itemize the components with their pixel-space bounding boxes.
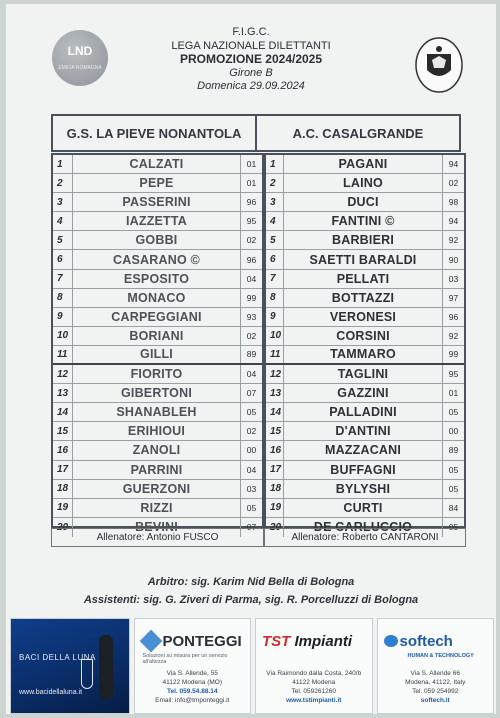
player-number: 7 bbox=[53, 270, 73, 288]
player-name: CASARANO © bbox=[113, 252, 200, 267]
player-number: 18 bbox=[266, 480, 284, 498]
player-name: D'ANTINI bbox=[335, 424, 391, 439]
player-number: 15 bbox=[266, 422, 284, 440]
player-year: 04 bbox=[240, 461, 262, 479]
player-name: PASSERINI bbox=[122, 195, 191, 210]
lnd-logo-text: LND bbox=[67, 44, 93, 58]
player-year: 01 bbox=[442, 384, 464, 402]
player-number: 17 bbox=[53, 461, 73, 479]
player-year: 05 bbox=[442, 518, 464, 537]
group-name: Girone B bbox=[229, 66, 273, 79]
sponsor-2-contact bbox=[135, 669, 251, 705]
sponsor-1-name: BACI DELLA LUNA bbox=[19, 653, 96, 662]
player-name: CARPEGGIANI bbox=[111, 309, 202, 324]
player-year: 07 bbox=[240, 384, 262, 402]
player-number: 5 bbox=[266, 231, 284, 249]
player-name: RIZZI bbox=[140, 500, 173, 515]
home-player-row bbox=[53, 441, 262, 460]
away-player-row bbox=[266, 174, 464, 193]
player-number: 8 bbox=[53, 289, 73, 307]
player-number: 20 bbox=[266, 518, 284, 537]
player-number: 12 bbox=[53, 365, 73, 383]
player-number: 2 bbox=[53, 174, 73, 192]
sponsor-ponteggi bbox=[134, 618, 252, 714]
player-year: 01 bbox=[240, 174, 262, 192]
bottle-icon bbox=[99, 635, 113, 699]
assistants: Assistenti: sig. G. Ziveri di Parma, sig. R. Porcelluzzi di Bologna bbox=[83, 594, 419, 606]
player-name: GOBBI bbox=[135, 233, 178, 248]
sponsor-3-url: www.tstimpianti.it bbox=[286, 697, 342, 704]
home-roster bbox=[51, 153, 264, 535]
away-player-row bbox=[266, 155, 464, 174]
player-name: CALZATI bbox=[129, 157, 184, 172]
player-year: 04 bbox=[240, 365, 262, 383]
player-name: BUFFAGNI bbox=[330, 462, 396, 477]
player-number: 19 bbox=[53, 499, 73, 517]
sponsor-2-tel: Tel. 059.54.88.14 bbox=[167, 688, 218, 695]
player-number: 7 bbox=[266, 270, 284, 288]
ponteggi-logo-icon bbox=[139, 630, 162, 653]
player-name: MONACO bbox=[127, 290, 186, 305]
sponsor-4-city: Modena, 41122, Italy bbox=[405, 679, 466, 686]
away-player-row bbox=[266, 422, 464, 441]
player-year: 99 bbox=[442, 346, 464, 363]
player-year: 03 bbox=[442, 270, 464, 288]
sponsor-3-name: TST Impianti bbox=[262, 633, 353, 650]
player-year: 05 bbox=[442, 461, 464, 479]
player-name: BOTTAZZI bbox=[331, 290, 395, 305]
away-roster bbox=[264, 153, 466, 535]
player-name: GUERZONI bbox=[122, 481, 191, 496]
sponsor-4-contact bbox=[378, 669, 494, 705]
sponsor-3-tel: Tel. 059261260 bbox=[291, 688, 336, 695]
player-name: PEPE bbox=[139, 176, 174, 191]
player-name: CORSINI bbox=[336, 328, 390, 343]
player-name: BEVINI bbox=[135, 520, 178, 535]
sponsor-3-address: Via Raimondo dalla Costa, 240/b bbox=[266, 670, 362, 677]
player-year: 95 bbox=[442, 365, 464, 383]
player-number: 20 bbox=[53, 518, 73, 537]
home-player-row bbox=[53, 270, 262, 289]
league-name: LEGA NAZIONALE DILETTANTI bbox=[171, 39, 331, 52]
player-name: SAETTI BARALDI bbox=[309, 252, 417, 267]
home-player-row bbox=[53, 499, 262, 518]
player-number: 12 bbox=[266, 365, 284, 383]
match-date: Domenica 29.09.2024 bbox=[197, 80, 305, 93]
player-year: 92 bbox=[442, 327, 464, 345]
player-year: 05 bbox=[442, 403, 464, 421]
competition-name: PROMOZIONE 2024/2025 bbox=[179, 52, 323, 67]
home-coach: Allenatore: Antonio FUSCO bbox=[51, 528, 264, 547]
player-year: 05 bbox=[442, 480, 464, 498]
player-year: 94 bbox=[442, 212, 464, 230]
team-names bbox=[51, 114, 461, 152]
player-name: CURTI bbox=[343, 500, 383, 515]
home-team-name: G.S. LA PIEVE NONANTOLA bbox=[53, 116, 257, 150]
away-player-row bbox=[266, 499, 464, 518]
player-name: LAINO bbox=[343, 176, 383, 191]
match-sheet bbox=[6, 4, 496, 714]
player-year: 04 bbox=[240, 270, 262, 288]
player-year: 93 bbox=[240, 308, 262, 326]
player-year: 02 bbox=[240, 231, 262, 249]
player-number: 4 bbox=[266, 212, 284, 230]
referee: Arbitro: sig. Karim Nid Bella di Bologna bbox=[147, 576, 355, 588]
org-name: F.I.G.C. bbox=[232, 26, 270, 38]
away-player-row bbox=[266, 231, 464, 250]
home-player-row bbox=[53, 346, 262, 365]
sponsor-4-name: softech bbox=[399, 633, 453, 650]
player-number: 10 bbox=[53, 327, 73, 345]
player-number: 16 bbox=[266, 441, 284, 459]
player-name: DUCI bbox=[347, 195, 379, 210]
away-player-row bbox=[266, 461, 464, 480]
sponsor-tst bbox=[255, 618, 373, 714]
player-name: IAZZETTA bbox=[125, 214, 188, 229]
home-player-row bbox=[53, 327, 262, 346]
away-player-row bbox=[266, 384, 464, 403]
sponsor-3-city: 41122 Modena bbox=[292, 679, 336, 686]
player-name: GIBERTONI bbox=[120, 386, 193, 401]
player-name: PAGANI bbox=[338, 157, 388, 172]
player-year: 99 bbox=[240, 289, 262, 307]
player-number: 1 bbox=[266, 155, 284, 173]
away-team-name: A.C. CASALGRANDE bbox=[292, 125, 424, 141]
player-name: FIORITO bbox=[130, 367, 183, 382]
player-number: 18 bbox=[53, 480, 73, 498]
player-year: 84 bbox=[442, 499, 464, 517]
player-number: 9 bbox=[53, 308, 73, 326]
player-year: 96 bbox=[240, 250, 262, 268]
player-number: 19 bbox=[266, 499, 284, 517]
home-player-row bbox=[53, 461, 262, 480]
player-name: SHANABLEH bbox=[116, 405, 197, 420]
away-coach: Allenatore: Roberto CANTARONI bbox=[264, 528, 466, 547]
home-player-row bbox=[53, 212, 262, 231]
sponsor-2-name: PONTEGGI bbox=[162, 633, 242, 650]
player-year: 90 bbox=[442, 250, 464, 268]
player-name: DE CARLUCCIO bbox=[313, 520, 413, 535]
wine-glass-icon bbox=[81, 659, 93, 689]
player-year: 89 bbox=[240, 346, 262, 363]
player-name: BORIANI bbox=[129, 328, 184, 343]
player-year: 03 bbox=[240, 480, 262, 498]
player-number: 5 bbox=[53, 231, 73, 249]
player-name: PELLATI bbox=[336, 271, 390, 286]
player-name: BYLYSHI bbox=[335, 481, 391, 496]
home-player-row bbox=[53, 422, 262, 441]
player-number: 15 bbox=[53, 422, 73, 440]
home-player-row bbox=[53, 155, 262, 174]
sponsor-4-url: softech.it bbox=[420, 697, 450, 704]
player-name: FANTINI © bbox=[331, 214, 395, 229]
player-number: 14 bbox=[53, 403, 73, 421]
sponsor-4-tagline: HUMAN & TECHNOLOGY bbox=[407, 653, 474, 659]
player-name: BARBIERI bbox=[331, 233, 395, 248]
player-number: 8 bbox=[266, 289, 284, 307]
player-number: 2 bbox=[266, 174, 284, 192]
sponsor-softech bbox=[377, 618, 495, 714]
sponsor-2-email: Email: info@tmponteggi.it bbox=[155, 697, 230, 704]
player-number: 11 bbox=[266, 346, 284, 363]
player-number: 16 bbox=[53, 441, 73, 459]
sponsor-bacidellaluna bbox=[10, 618, 130, 714]
player-year: 89 bbox=[442, 441, 464, 459]
player-year: 96 bbox=[240, 193, 262, 211]
player-year: 05 bbox=[240, 403, 262, 421]
home-player-row bbox=[53, 231, 262, 250]
player-name: VERONESI bbox=[329, 309, 397, 324]
player-number: 6 bbox=[266, 250, 284, 268]
away-player-row bbox=[266, 212, 464, 231]
player-year: 95 bbox=[240, 212, 262, 230]
player-year: 96 bbox=[442, 308, 464, 326]
player-number: 13 bbox=[53, 384, 73, 402]
player-year: 97 bbox=[442, 289, 464, 307]
home-player-row bbox=[53, 289, 262, 308]
player-year: 98 bbox=[442, 193, 464, 211]
player-year: 01 bbox=[240, 155, 262, 173]
softech-logo-icon bbox=[384, 635, 398, 647]
player-name: ERIHIOUI bbox=[127, 424, 186, 439]
away-player-row bbox=[266, 308, 464, 327]
player-number: 3 bbox=[266, 193, 284, 211]
away-player-row bbox=[266, 365, 464, 384]
player-number: 11 bbox=[53, 346, 73, 363]
home-player-row bbox=[53, 308, 262, 327]
away-player-row bbox=[266, 289, 464, 308]
sponsor-2-tagline: Soluzioni su misura per un servizio all'altezza bbox=[142, 653, 228, 665]
home-player-row bbox=[53, 193, 262, 212]
player-name: MAZZACANI bbox=[324, 443, 402, 458]
player-year: 02 bbox=[240, 327, 262, 345]
player-year: 00 bbox=[442, 422, 464, 440]
player-name: ZANOLI bbox=[132, 443, 181, 458]
lnd-logo-sub: EMILIA ROMAGNA bbox=[58, 65, 102, 71]
player-year: 02 bbox=[442, 174, 464, 192]
player-name: TAGLINI bbox=[337, 367, 389, 382]
sponsor-4-address: Via S. Allende 66 bbox=[410, 670, 460, 677]
away-player-row bbox=[266, 346, 464, 365]
away-player-row bbox=[266, 403, 464, 422]
home-player-row bbox=[53, 174, 262, 193]
player-number: 6 bbox=[53, 250, 73, 268]
player-year: 05 bbox=[240, 499, 262, 517]
home-player-row bbox=[53, 384, 262, 403]
away-player-row bbox=[266, 327, 464, 346]
player-year: 92 bbox=[442, 231, 464, 249]
away-player-row bbox=[266, 250, 464, 269]
player-number: 17 bbox=[266, 461, 284, 479]
sponsor-2-city: 41122 Modena (MO) bbox=[162, 679, 222, 686]
player-name: ESPOSITO bbox=[123, 271, 190, 286]
player-number: 10 bbox=[266, 327, 284, 345]
away-player-row bbox=[266, 441, 464, 460]
player-number: 14 bbox=[266, 403, 284, 421]
player-name: PARRINI bbox=[130, 462, 183, 477]
header bbox=[6, 26, 496, 94]
sponsor-4-tel: Tel. 059 254992 bbox=[412, 688, 459, 695]
sponsor-1-url: www.bacidellaluna.it bbox=[19, 689, 83, 696]
player-number: 3 bbox=[53, 193, 73, 211]
away-player-row bbox=[266, 193, 464, 212]
sponsor-2-address: Via S. Allende, 55 bbox=[166, 670, 218, 677]
player-year: 07 bbox=[240, 518, 262, 537]
player-name: GAZZINI bbox=[337, 386, 389, 401]
home-player-row bbox=[53, 365, 262, 384]
home-player-row bbox=[53, 403, 262, 422]
player-name: GILLI bbox=[140, 347, 173, 362]
player-number: 13 bbox=[266, 384, 284, 402]
player-name: PALLADINI bbox=[329, 405, 397, 420]
player-year: 02 bbox=[240, 422, 262, 440]
player-number: 1 bbox=[53, 155, 73, 173]
player-name: TAMMARO bbox=[330, 347, 396, 362]
player-year: 94 bbox=[442, 155, 464, 173]
player-year: 00 bbox=[240, 441, 262, 459]
sponsor-bar bbox=[10, 618, 494, 714]
player-number: 9 bbox=[266, 308, 284, 326]
away-player-row bbox=[266, 480, 464, 499]
home-player-row bbox=[53, 480, 262, 499]
sponsor-3-contact bbox=[256, 669, 372, 705]
away-player-row bbox=[266, 270, 464, 289]
home-player-row bbox=[53, 250, 262, 269]
player-number: 4 bbox=[53, 212, 73, 230]
